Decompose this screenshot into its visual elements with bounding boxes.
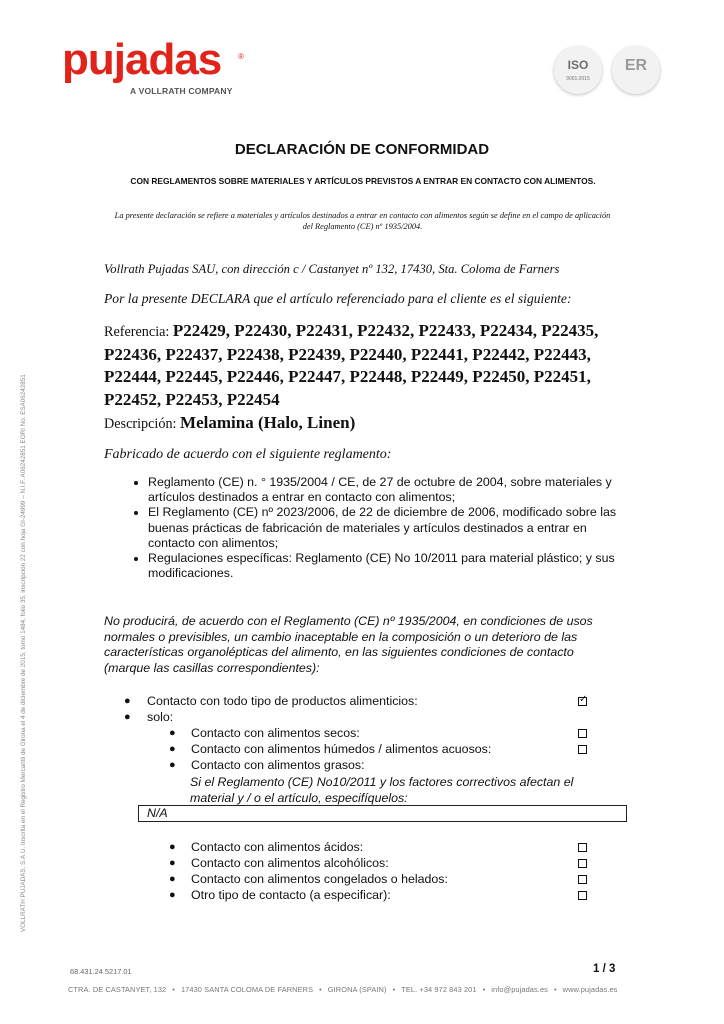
- fatty-specification-field[interactable]: N/A: [138, 805, 627, 822]
- condition-other-checkbox[interactable]: [578, 891, 587, 900]
- footer-province: GIRONA (SPAIN): [327, 985, 387, 994]
- fabricado-heading: Fabricado de acuerdo con el siguiente reglamento:: [104, 447, 392, 462]
- company-line: Vollrath Pujadas SAU, con dirección c / Castanyet nº 132, 17430, Sta. Coloma de Farners: [104, 262, 560, 276]
- bullet: ●: [169, 841, 176, 853]
- regulation-item: • Regulaciones específicas: Reglamento (CE) No 10/2011 para material plástico; y sus modificaciones.: [148, 551, 624, 581]
- description-value: Melamina (Halo, Linen): [180, 413, 356, 432]
- condition-all-foods-label: Contacto con todo tipo de productos alimenticios:: [147, 694, 418, 708]
- declaration-line: Por la presente DECLARA que el artículo referenciado para el cliente es el siguiente:: [104, 291, 572, 306]
- bullet: ●: [169, 727, 176, 739]
- regulation-item: • Reglamento (CE) n. ° 1935/2004 / CE, de 27 de octubre de 2004, sobre materiales y artículos destinados a entrar en contacto con alimentos;: [148, 475, 624, 505]
- er-badge-label: ER: [624, 57, 648, 74]
- fatty-conditions-note: Si el Reglamento (CE) No10/2011 y los factores correctivos afectan el material y / o el artículo, especifíquelos:: [190, 775, 574, 805]
- er-certification-badge: [612, 46, 660, 94]
- document-number: 68.431.24.5217.01: [70, 967, 132, 976]
- footer-address: CTRA. DE CASTANYET, 132: [68, 985, 167, 994]
- bullet: ●: [169, 759, 176, 771]
- document-title: DECLARACIÓN DE CONFORMIDAD: [234, 141, 490, 158]
- condition-dry-checkbox[interactable]: [578, 729, 587, 738]
- bullet: ●: [124, 711, 131, 723]
- bullet: ●: [169, 873, 176, 885]
- condition-all-foods-checkbox[interactable]: [578, 697, 587, 706]
- condition-frozen-checkbox[interactable]: [578, 875, 587, 884]
- footer-contact: CTRA. DE CASTANYET, 132 • 17430 SANTA COLOMA DE FARNERS • GIRONA (SPAIN) • TEL. +34 972 843 201 • info@pujadas.es • www.pujadas.es: [68, 985, 618, 994]
- condition-solo-label: solo:: [147, 710, 174, 724]
- reference-codes: P22429, P22430, P22431, P22432, P22433, P22434, P22435, P22436, P22437, P22438, P22439, P22440, P22441, P22442, P22443, P22444, P22445, P22446, P22447, P22448, P22449, P22450, P22451, P22452, P22453, P22454: [104, 321, 599, 409]
- regulation-item: • El Reglamento (CE) nº 2023/2006, de 22 de diciembre de 2006, modificado sobre las buenas prácticas de fabricación de materiales y artículos destinados a entrar en contacto con alimentos;: [148, 505, 624, 551]
- condition-acid-label: Contacto con alimentos ácidos:: [191, 840, 364, 854]
- condition-acid-checkbox[interactable]: [578, 843, 587, 852]
- logo-tagline: A VOLLRATH COMPANY: [130, 86, 233, 96]
- iso-badge-label: ISO: [567, 58, 589, 72]
- bullet: ●: [169, 743, 176, 755]
- regulations-list: [104, 475, 624, 581]
- description-label: Descripción:: [104, 416, 181, 432]
- reference-label: Referencia:: [104, 324, 173, 340]
- condition-wet-checkbox[interactable]: [578, 745, 587, 754]
- intro-paragraph: La presente declaración se refiere a materiales y artículos destinados a entrar en contacto con alimentos según se define en el campo de aplicación del Reglamento (CE) nº 1935/2004.: [114, 211, 611, 231]
- reference-block: [104, 320, 624, 411]
- footer-phone: TEL. +34 972 843 201: [401, 985, 477, 994]
- condition-frozen-label: Contacto con alimentos congelados o helados:: [191, 872, 448, 886]
- footer-city: 17430 SANTA COLOMA DE FARNERS: [180, 985, 314, 994]
- company-logo: [62, 35, 262, 100]
- iso-badge-year: 9001:2015: [566, 76, 590, 82]
- document-subtitle: CON REGLAMENTOS SOBRE MATERIALES Y ARTÍCULOS PREVISTOS A ENTRAR EN CONTACTO CON ALIMENTOS.: [130, 176, 596, 186]
- condition-dry-label: Contacto con alimentos secos:: [191, 726, 360, 740]
- legal-registration-text: VOLLRATH PUJADAS, S.A.U. Inscrita en el Registro Mercantil de Girona el 4 de diciembre de 2015, tomo 1484, folio 35, inscripción 22 con hoja GI-24999 – N.I.F. A06242851 EORI No. ESA06242851: [20, 374, 27, 932]
- condition-alcohol-checkbox[interactable]: [578, 859, 587, 868]
- condition-alcohol-label: Contacto con alimentos alcohólicos:: [191, 856, 389, 870]
- bullet: ●: [124, 695, 131, 707]
- condition-fatty-label: Contacto con alimentos grasos:: [191, 758, 365, 772]
- logo-wordmark: pujadas: [62, 35, 222, 84]
- description-block: [104, 413, 355, 433]
- bullet: ●: [169, 889, 176, 901]
- condition-other-label: Otro tipo de contacto (a especificar):: [191, 888, 391, 902]
- iso-certification-badge: [554, 46, 602, 94]
- footer-website[interactable]: www.pujadas.es: [562, 985, 618, 994]
- bullet: ●: [169, 857, 176, 869]
- condition-wet-label: Contacto con alimentos húmedos / alimentos acuosos:: [191, 742, 492, 756]
- footer-email[interactable]: info@pujadas.es: [491, 985, 548, 994]
- page-number: 1 / 3: [593, 963, 616, 975]
- no-producira-paragraph: No producirá, de acuerdo con el Reglamento (CE) nº 1935/2004, en condiciones de usos normales o previsibles, un cambio inaceptable en la composición o un deterioro de las características organolépticas del alimento, en las siguientes condiciones de contacto (marque las casillas correspondientes):: [104, 614, 593, 675]
- logo-registered-mark: ®: [238, 52, 244, 61]
